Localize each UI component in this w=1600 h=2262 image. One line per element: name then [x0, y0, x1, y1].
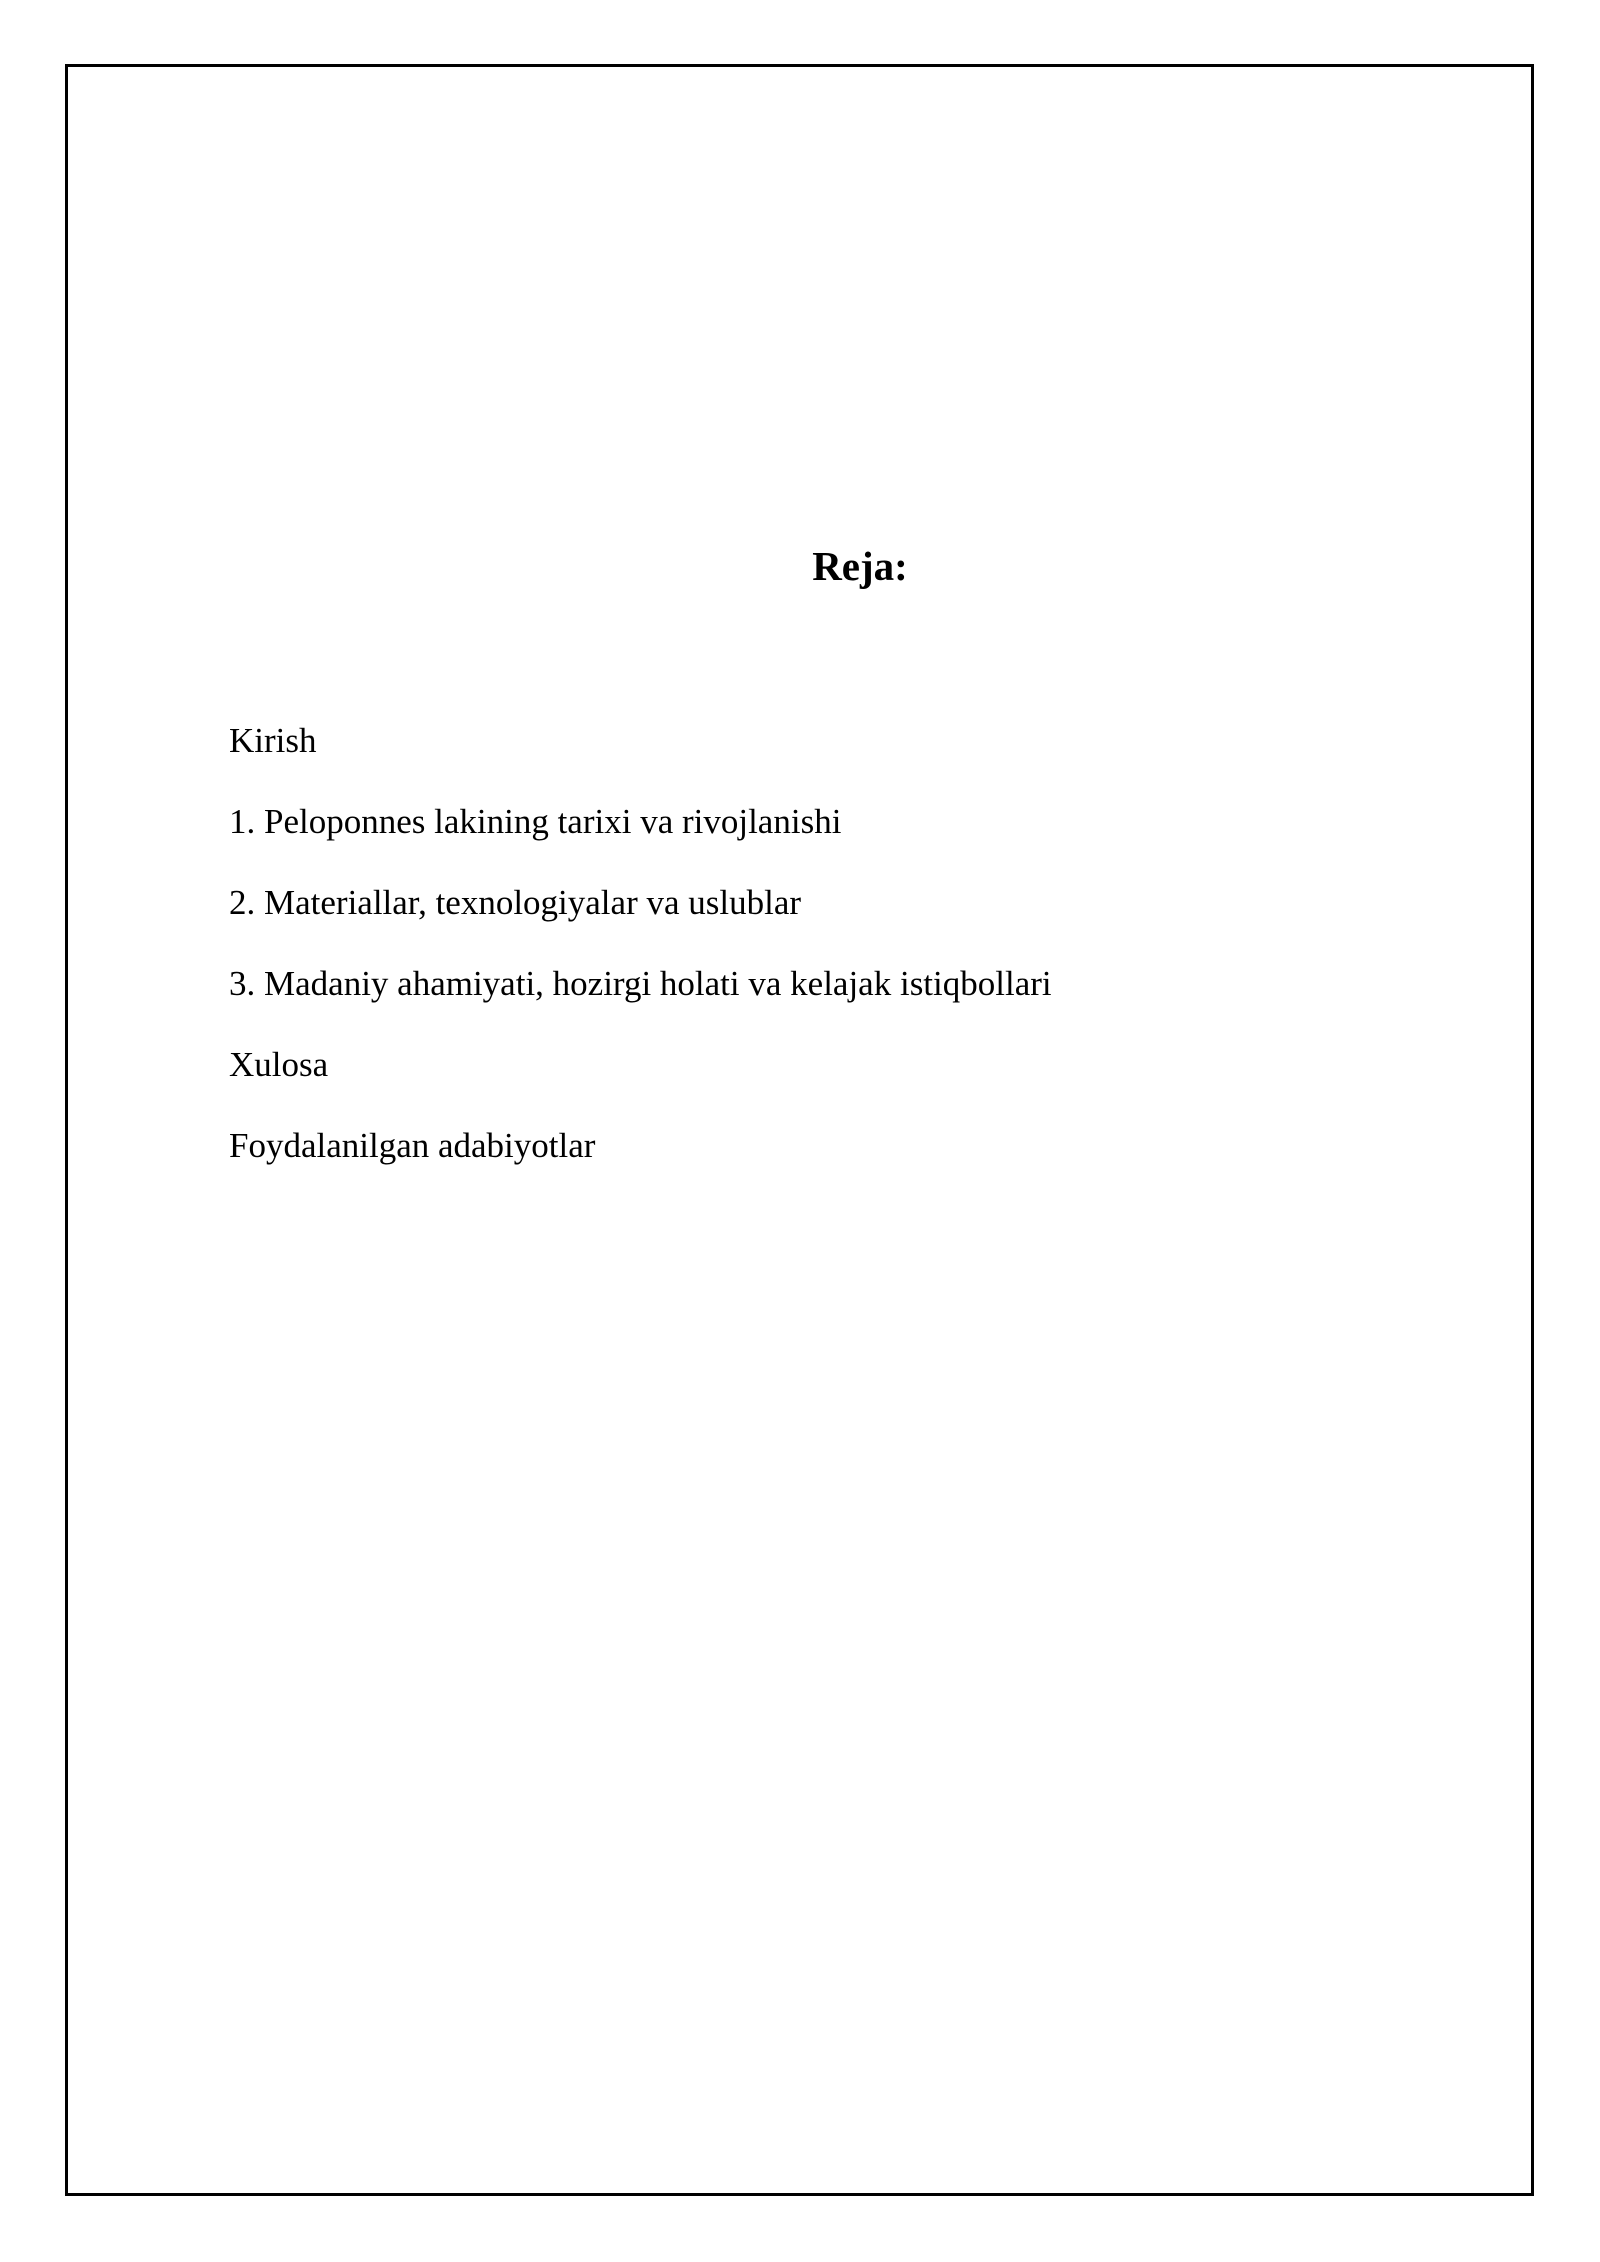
plan-list — [229, 700, 1052, 1186]
plan-item-references: Foydalanilgan adabiyotlar — [229, 1126, 596, 1165]
plan-item-1: 1. Peloponnes lakining tarixi va rivojlanishi — [229, 802, 842, 841]
page-title: Reja: — [812, 543, 908, 589]
plan-item-3: 3. Madaniy ahamiyati, hozirgi holati va kelajak istiqbollari — [229, 964, 1052, 1003]
plan-item-2: 2. Materiallar, texnologiyalar va uslublar — [229, 883, 802, 922]
plan-item-conclusion: Xulosa — [229, 1045, 329, 1084]
plan-item-intro: Kirish — [229, 721, 317, 760]
